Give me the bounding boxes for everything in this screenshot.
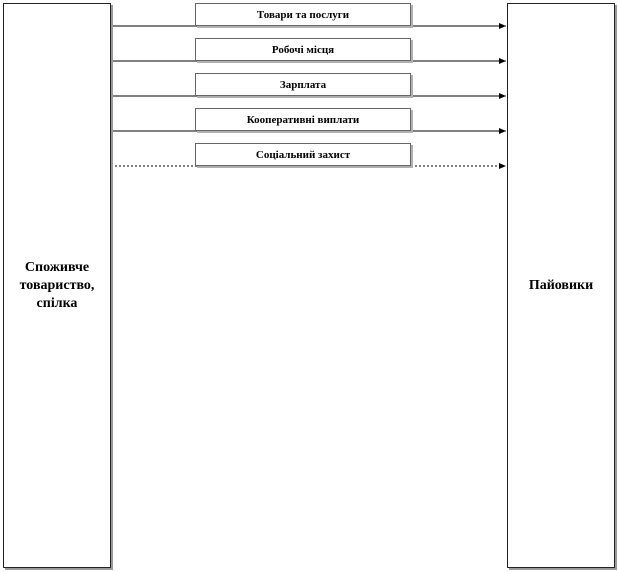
flow-label-jobs: Робочі місця — [195, 38, 411, 61]
consumer-society-box — [3, 3, 111, 568]
shareholders-label: Пайовики — [528, 277, 594, 293]
flow-label-goods-services: Товари та послуги — [195, 3, 411, 26]
consumer-society-label: Споживче товариство, спілка — [19, 259, 95, 311]
flow-label-social-protection: Соціальний захист — [195, 143, 411, 166]
shareholders-box — [507, 3, 615, 568]
flow-label-salary: Зарплата — [195, 73, 411, 96]
flow-label-coop-payments: Кооперативні виплати — [195, 108, 411, 131]
